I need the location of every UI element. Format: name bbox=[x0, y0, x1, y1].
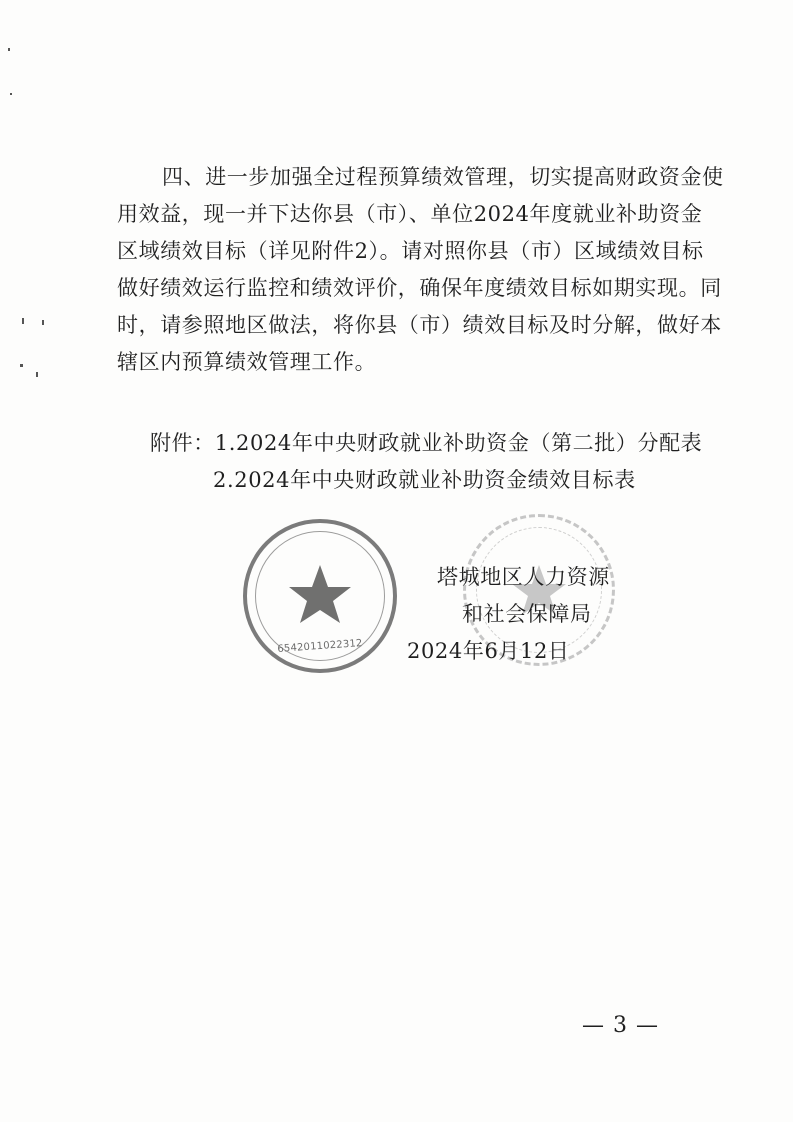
page-number: — 3 — bbox=[582, 1013, 659, 1038]
scan-speck bbox=[20, 364, 23, 367]
signature-org-line-1: 塔城地区人力资源 bbox=[437, 565, 610, 589]
body-line-4: 做好绩效运行监控和绩效评价，确保年度绩效目标如期实现。同 bbox=[117, 276, 722, 300]
seal-code: 6542011022312 bbox=[277, 638, 363, 655]
body-line-6: 辖区内预算绩效管理工作。 bbox=[117, 350, 377, 374]
scan-speck bbox=[10, 93, 12, 95]
scan-speck bbox=[22, 318, 24, 324]
scan-speck bbox=[42, 320, 44, 325]
attachment-item-2: 2.2024年中央财政就业补助资金绩效目标表 bbox=[213, 468, 636, 492]
attachment-item-1: 附件：1.2024年中央财政就业补助资金（第二批）分配表 bbox=[150, 431, 703, 455]
finance-bureau-seal bbox=[243, 519, 397, 673]
body-line-3: 区域绩效目标（详见附件2）。请对照你县（市）区域绩效目标 bbox=[117, 239, 704, 263]
body-line-2: 用效益，现一并下达你县（市）、单位2024年度就业补助资金 bbox=[117, 202, 703, 226]
scan-speck bbox=[8, 48, 10, 51]
signature-org-line-2: 和社会保障局 bbox=[462, 602, 592, 626]
body-line-1: 四、进一步加强全过程预算绩效管理，切实提高财政资金使 bbox=[162, 165, 724, 189]
body-line-5: 时，请参照地区做法，将你县（市）绩效目标及时分解，做好本 bbox=[117, 313, 722, 337]
scan-speck bbox=[36, 372, 38, 377]
signature-date: 2024年6月12日 bbox=[407, 639, 570, 663]
